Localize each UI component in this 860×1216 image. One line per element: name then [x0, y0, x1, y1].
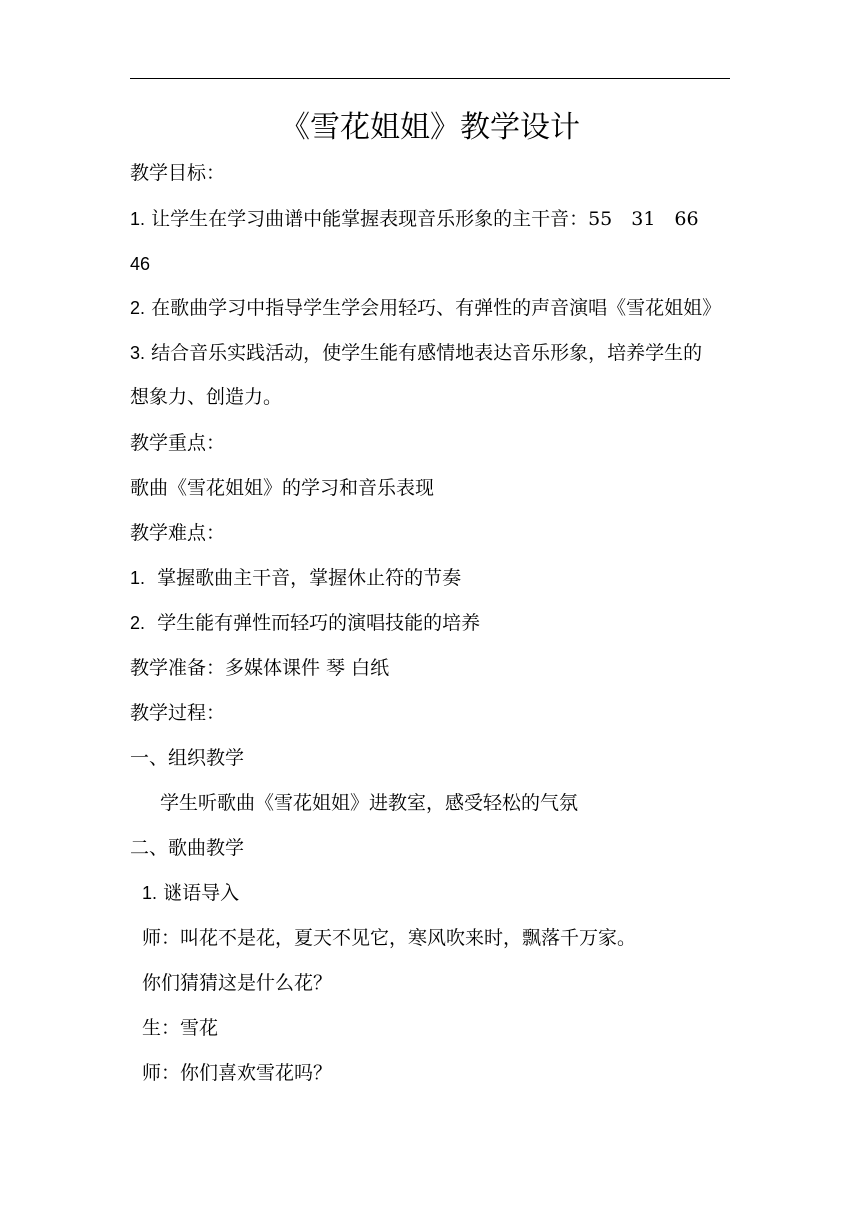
key-point-text: 歌曲《雪花姐姐》的学习和音乐表现	[130, 477, 435, 499]
process-heading: 教学过程：	[130, 702, 226, 724]
objective-1	[130, 206, 740, 232]
dialog-line-4: 师：你们喜欢雪花吗？	[142, 1062, 333, 1084]
header-rule	[130, 78, 730, 79]
objective-1-number: 1.	[130, 209, 146, 229]
difficulty-2-number: 2.	[130, 613, 146, 633]
objective-1-text: 让学生在学习曲谱中能掌握表现音乐形象的主干音：55 31 66	[151, 208, 699, 230]
difficulty-1-text: 掌握歌曲主干音，掌握休止符的节奏	[157, 567, 462, 589]
objective-3-continuation: 想象力、创造力。	[130, 386, 283, 408]
section-2-heading: 二、歌曲教学	[130, 837, 245, 859]
step-1-number: 1.	[142, 883, 158, 903]
document-title: 《雪花姐姐》教学设计	[280, 110, 580, 145]
dialog-line-2: 你们猜猜这是什么花？	[142, 972, 333, 994]
preparation-line: 教学准备：多媒体课件 琴 白纸	[130, 657, 390, 679]
dialog-line-3: 生：雪花	[142, 1017, 219, 1039]
difficulty-heading: 教学难点：	[130, 522, 226, 544]
step-1-text: 谜语导入	[163, 882, 240, 904]
dialog-line-1: 师：叫花不是花，夏天不见它，寒风吹来时，飘落千万家。	[142, 927, 637, 949]
section-1-text: 学生听歌曲《雪花姐姐》进教室，感受轻松的气氛	[160, 792, 579, 814]
objective-2-number: 2.	[130, 298, 146, 318]
objective-3	[130, 340, 740, 366]
difficulty-2-text: 学生能有弹性而轻巧的演唱技能的培养	[157, 612, 481, 634]
objective-2	[130, 295, 740, 321]
step-1	[142, 880, 752, 906]
difficulty-1-number: 1.	[130, 568, 146, 588]
difficulty-1	[130, 565, 740, 591]
key-point-heading: 教学重点：	[130, 432, 226, 454]
difficulty-2	[130, 610, 740, 636]
objective-3-text: 结合音乐实践活动，使学生能有感情地表达音乐形象，培养学生的	[151, 342, 703, 364]
objective-3-number: 3.	[130, 343, 146, 363]
section-1-heading: 一、组织教学	[130, 747, 245, 769]
objectives-heading: 教学目标：	[130, 162, 226, 184]
objective-2-text: 在歌曲学习中指导学生学会用轻巧、有弹性的声音演唱《雪花姐姐》	[151, 297, 722, 319]
objective-1-continuation: 46	[130, 254, 151, 274]
